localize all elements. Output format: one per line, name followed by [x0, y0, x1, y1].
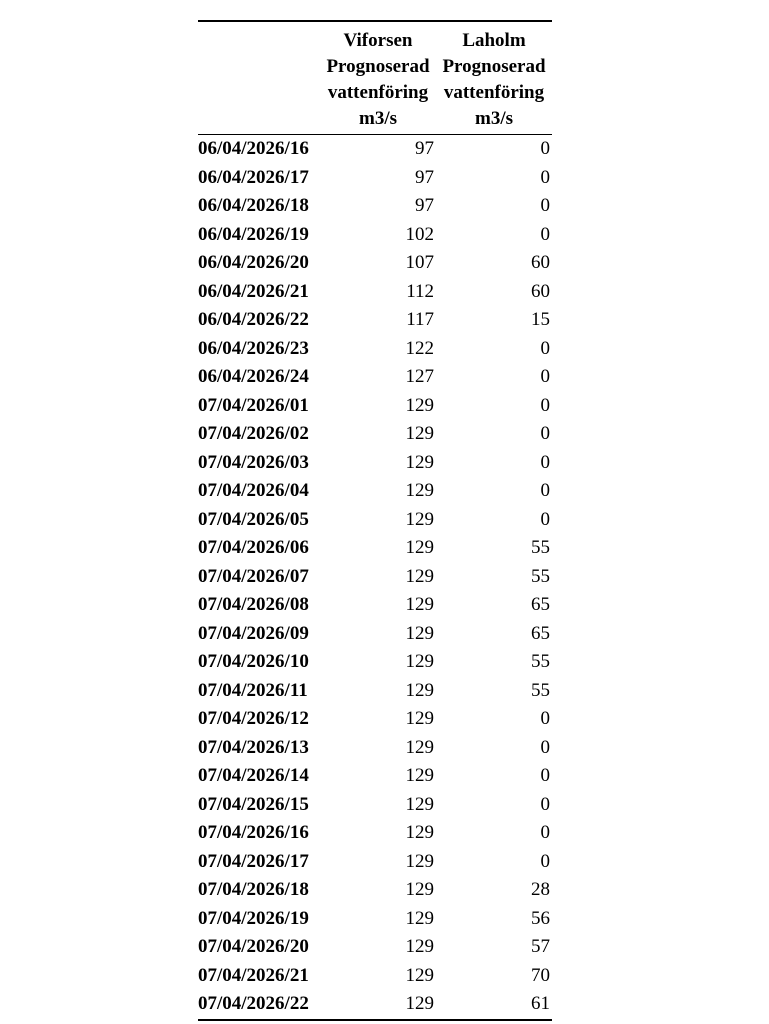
row-viforsen-cell: 97: [415, 166, 434, 188]
row-date-cell: 06/04/2026/22: [198, 309, 309, 330]
header-date: [198, 21, 320, 135]
row-viforsen-cell: 129: [405, 622, 434, 644]
row-date-cell: 07/04/2026/16: [198, 822, 309, 843]
row-viforsen-cell: 129: [405, 594, 434, 615]
row-date-cell: 07/04/2026/15: [198, 793, 309, 815]
row-laholm-cell: 0: [540, 223, 550, 245]
row-laholm-cell: 15: [531, 309, 550, 330]
row-date-cell: 06/04/2026/18: [198, 195, 309, 216]
row-laholm-cell: 57: [531, 936, 550, 957]
row-date-cell: 07/04/2026/06: [198, 537, 309, 558]
row-viforsen-cell: 129: [405, 508, 434, 530]
row-viforsen-cell: 129: [405, 993, 434, 1014]
table-row: [198, 591, 552, 620]
table-row: [198, 819, 552, 848]
table-row: [198, 905, 552, 934]
row-laholm-cell: 55: [531, 537, 550, 558]
table-body: [198, 135, 552, 1020]
row-date-cell: 07/04/2026/12: [198, 708, 309, 729]
row-date-cell: 07/04/2026/09: [198, 622, 309, 644]
row-date-cell: 07/04/2026/17: [198, 850, 309, 872]
row-viforsen-cell: 129: [405, 480, 434, 501]
row-viforsen-cell: 97: [415, 195, 434, 216]
table-row: [198, 876, 552, 905]
table-row: [198, 335, 552, 364]
header-viforsen: Viforsen Prognoserad vattenföring m3/s: [326, 30, 430, 129]
table-row: [198, 221, 552, 250]
table-row: [198, 620, 552, 649]
row-laholm-cell: 0: [540, 508, 550, 530]
table-row: [198, 534, 552, 563]
header-laholm: Laholm Prognoserad vattenföring m3/s: [442, 30, 546, 129]
row-date-cell: 07/04/2026/19: [198, 907, 309, 929]
row-laholm-cell: 0: [540, 736, 550, 758]
row-viforsen-cell: 129: [405, 679, 434, 701]
row-date-cell: 07/04/2026/11: [198, 679, 308, 701]
row-laholm-cell: 0: [540, 337, 550, 359]
row-laholm-cell: 0: [540, 195, 550, 216]
row-laholm-cell: 0: [540, 166, 550, 188]
row-laholm-cell: 55: [531, 679, 550, 701]
row-date-cell: 07/04/2026/10: [198, 651, 309, 672]
row-viforsen-cell: 129: [405, 423, 434, 444]
table-row: [198, 762, 552, 791]
table-row: [198, 962, 552, 991]
row-laholm-cell: 70: [531, 964, 550, 986]
table-row: [198, 363, 552, 392]
table-row: [198, 278, 552, 307]
table-row: [198, 192, 552, 221]
row-date-cell: 07/04/2026/22: [198, 993, 309, 1014]
table-row: [198, 848, 552, 877]
row-date-cell: 06/04/2026/17: [198, 166, 309, 188]
table-row: [198, 705, 552, 734]
row-date-cell: 07/04/2026/02: [198, 423, 309, 444]
row-viforsen-cell: 129: [405, 936, 434, 957]
row-viforsen-cell: 129: [405, 964, 434, 986]
row-date-cell: 07/04/2026/04: [198, 480, 309, 501]
table-row: [198, 734, 552, 763]
row-date-cell: 07/04/2026/20: [198, 936, 309, 957]
row-viforsen-cell: 122: [405, 337, 434, 359]
row-viforsen-cell: 97: [415, 138, 434, 159]
table-row: [198, 648, 552, 677]
row-date-cell: 07/04/2026/18: [198, 879, 309, 900]
row-viforsen-cell: 129: [405, 651, 434, 672]
row-viforsen-cell: 129: [405, 822, 434, 843]
row-date-cell: 07/04/2026/05: [198, 508, 309, 530]
row-laholm-cell: 0: [540, 394, 550, 416]
row-laholm-cell: 61: [531, 993, 550, 1014]
row-laholm-cell: 55: [531, 565, 550, 587]
row-laholm-cell: 0: [540, 793, 550, 815]
row-laholm-cell: 0: [540, 138, 550, 159]
row-date-cell: 07/04/2026/07: [198, 565, 309, 587]
table-row: [198, 506, 552, 535]
row-viforsen-cell: 129: [405, 736, 434, 758]
row-laholm-cell: 0: [540, 480, 550, 501]
row-viforsen-cell: 127: [405, 366, 434, 387]
row-date-cell: 07/04/2026/01: [198, 394, 309, 416]
row-laholm-cell: 0: [540, 366, 550, 387]
table-row: [198, 164, 552, 193]
table-row: [198, 477, 552, 506]
row-viforsen-cell: 129: [405, 537, 434, 558]
table-row: [198, 933, 552, 962]
row-date-cell: 06/04/2026/23: [198, 337, 309, 359]
row-viforsen-cell: 129: [405, 708, 434, 729]
row-viforsen-cell: 102: [405, 223, 434, 245]
row-laholm-cell: 0: [540, 708, 550, 729]
row-viforsen-cell: 129: [405, 765, 434, 786]
row-laholm-cell: 55: [531, 651, 550, 672]
forecast-table: [198, 20, 552, 1021]
row-laholm-cell: 60: [531, 252, 550, 273]
table-row: [198, 135, 552, 164]
table-row: [198, 420, 552, 449]
row-viforsen-cell: 112: [406, 280, 434, 302]
row-viforsen-cell: 129: [405, 850, 434, 872]
row-viforsen-cell: 129: [405, 565, 434, 587]
table-row: [198, 990, 552, 1020]
table-row: [198, 791, 552, 820]
row-viforsen-cell: 129: [405, 793, 434, 815]
header-row: [198, 21, 552, 135]
row-laholm-cell: 0: [540, 451, 550, 473]
row-date-cell: 06/04/2026/16: [198, 138, 309, 159]
row-date-cell: 06/04/2026/20: [198, 252, 309, 273]
row-laholm-cell: 60: [531, 280, 550, 302]
row-laholm-cell: 65: [531, 594, 550, 615]
row-date-cell: 07/04/2026/08: [198, 594, 309, 615]
row-viforsen-cell: 129: [405, 907, 434, 929]
row-laholm-cell: 65: [531, 622, 550, 644]
row-date-cell: 06/04/2026/21: [198, 280, 309, 302]
row-date-cell: 07/04/2026/13: [198, 736, 309, 758]
table-header: [198, 21, 552, 135]
forecast-table-container: [198, 20, 552, 1021]
table-row: [198, 677, 552, 706]
row-viforsen-cell: 129: [405, 451, 434, 473]
table-row: [198, 449, 552, 478]
row-date-cell: 06/04/2026/19: [198, 223, 309, 245]
row-laholm-cell: 0: [540, 822, 550, 843]
row-date-cell: 07/04/2026/14: [198, 765, 309, 786]
table-row: [198, 249, 552, 278]
row-date-cell: 07/04/2026/21: [198, 964, 309, 986]
row-viforsen-cell: 117: [406, 309, 434, 330]
row-viforsen-cell: 129: [405, 394, 434, 416]
table-row: [198, 306, 552, 335]
row-laholm-cell: 0: [540, 423, 550, 444]
row-laholm-cell: 0: [540, 765, 550, 786]
row-laholm-cell: 0: [540, 850, 550, 872]
table-row: [198, 563, 552, 592]
row-date-cell: 06/04/2026/24: [198, 366, 309, 387]
row-date-cell: 07/04/2026/03: [198, 451, 309, 473]
row-viforsen-cell: 107: [405, 252, 434, 273]
row-viforsen-cell: 129: [405, 879, 434, 900]
row-laholm-cell: 56: [531, 907, 550, 929]
row-laholm-cell: 28: [531, 879, 550, 900]
table-row: [198, 392, 552, 421]
